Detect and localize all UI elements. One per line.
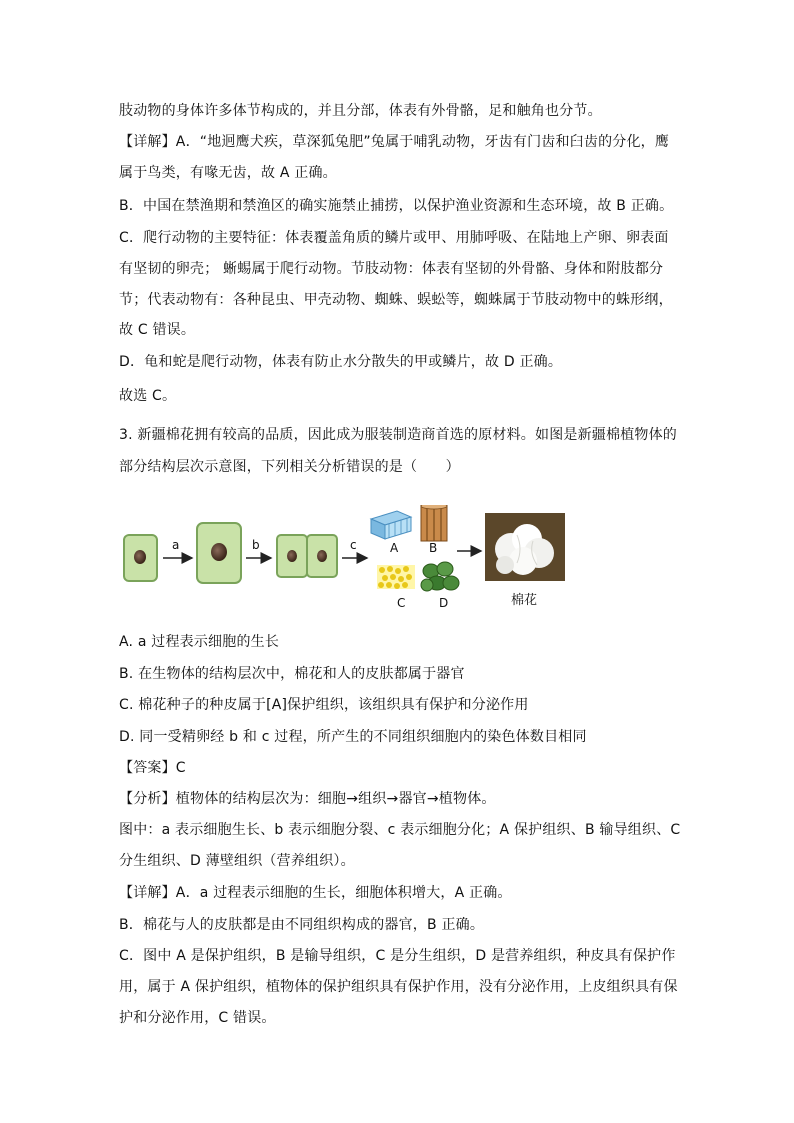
detail-line: 护和分泌作用，C 错误。: [119, 1010, 276, 1026]
detail-line: B．棉花与人的皮肤都是由不同组织构成的器官，B 正确。: [119, 917, 485, 933]
cotton-label: 棉花: [511, 593, 538, 608]
tissue-a-image: [371, 511, 411, 539]
structure-level-figure: [119, 505, 579, 615]
tissue-d-label: D: [439, 596, 449, 610]
tissue-c-label: C: [397, 596, 406, 610]
text-line: B．中国在禁渔期和禁渔区的确实施禁止捕捞，以保护渔业资源和生态环境，故 B 正确。: [119, 198, 674, 214]
detail-line: 【详解】A．a 过程表示细胞的生长，细胞体积增大，A 正确。: [119, 885, 512, 901]
small-cell: [124, 535, 157, 581]
text-line: 节；代表动物有：各种昆虫、甲壳动物、蜘蛛、蜈蚣等，蜘蛛属于节肢动物中的蛛形纲，: [119, 292, 673, 308]
text-line: 有坚韧的卵壳； 蜥蜴属于爬行动物。节肢动物：体表有坚韧的外骨骼、身体和附肢都分: [119, 261, 664, 277]
text-line: 故选 C。: [119, 388, 177, 404]
arrow-b-label: b: [252, 538, 260, 552]
figure-drawing: [119, 505, 579, 615]
arrow-c-label: c: [350, 538, 357, 552]
analysis-line: 图中：a 表示细胞生长、b 表示细胞分裂、c 表示细胞分化；A 保护组织、B 输导组织、C: [119, 822, 681, 838]
text-line: 属于鸟类，有喙无齿，故 A 正确。: [119, 165, 337, 181]
cotton-photo: [485, 513, 565, 581]
tissue-c-image: [377, 565, 415, 589]
option-a: A. a 过程表示细胞的生长: [119, 634, 280, 650]
tissue-a-label: A: [390, 541, 399, 555]
text-line: D．龟和蛇是爬行动物，体表有防止水分散失的甲或鳞片，故 D 正确。: [119, 354, 563, 370]
large-cell: [197, 523, 241, 583]
text-line: 【详解】A．“地迥鹰犬疾，草深狐兔肥”兔属于哺乳动物，牙齿有门齿和臼齿的分化，鹰: [119, 134, 670, 150]
detail-line: C．图中 A 是保护组织，B 是输导组织，C 是分生组织，D 是营养组织，种皮具有保护作: [119, 948, 676, 964]
text-line: 肢动物的身体许多体节构成的，并且分部，体表有外骨骼，足和触角也分节。: [119, 103, 602, 119]
detail-line: 用，属于 A 保护组织，植物体的保护组织具有保护作用，没有分泌作用，上皮组织具有保: [119, 979, 678, 995]
text-line: C．爬行动物的主要特征：体表覆盖角质的鳞片或甲、用肺呼吸、在陆地上产卵、卵表面: [119, 230, 669, 246]
text-line: 故 C 错误。: [119, 322, 196, 338]
tissue-b-label: B: [429, 541, 438, 555]
option-b: B. 在生物体的结构层次中，棉花和人的皮肤都属于器官: [119, 666, 465, 682]
option-d: D. 同一受精卵经 b 和 c 过程，所产生的不同组织细胞内的染色体数目相同: [119, 729, 587, 745]
question-stem: 3. 新疆棉花拥有较高的品质，因此成为服装制造商首选的原材料。如图是新疆棉植物体的: [119, 427, 678, 443]
tissue-b-image: [421, 505, 447, 541]
divided-cells: [277, 535, 337, 577]
tissue-d-image: [421, 562, 459, 591]
arrow-a-label: a: [172, 538, 180, 552]
analysis-line: 分生组织、D 薄壁组织（营养组织）。: [119, 853, 355, 869]
question-stem: 部分结构层次示意图，下列相关分析错误的是（ ）: [119, 459, 460, 475]
analysis-line: 【分析】植物体的结构层次为：细胞→组织→器官→植物体。: [119, 791, 496, 807]
answer: 【答案】C: [119, 760, 186, 776]
option-c: C. 棉花种子的种皮属于[A]保护组织，该组织具有保护和分泌作用: [119, 697, 529, 713]
